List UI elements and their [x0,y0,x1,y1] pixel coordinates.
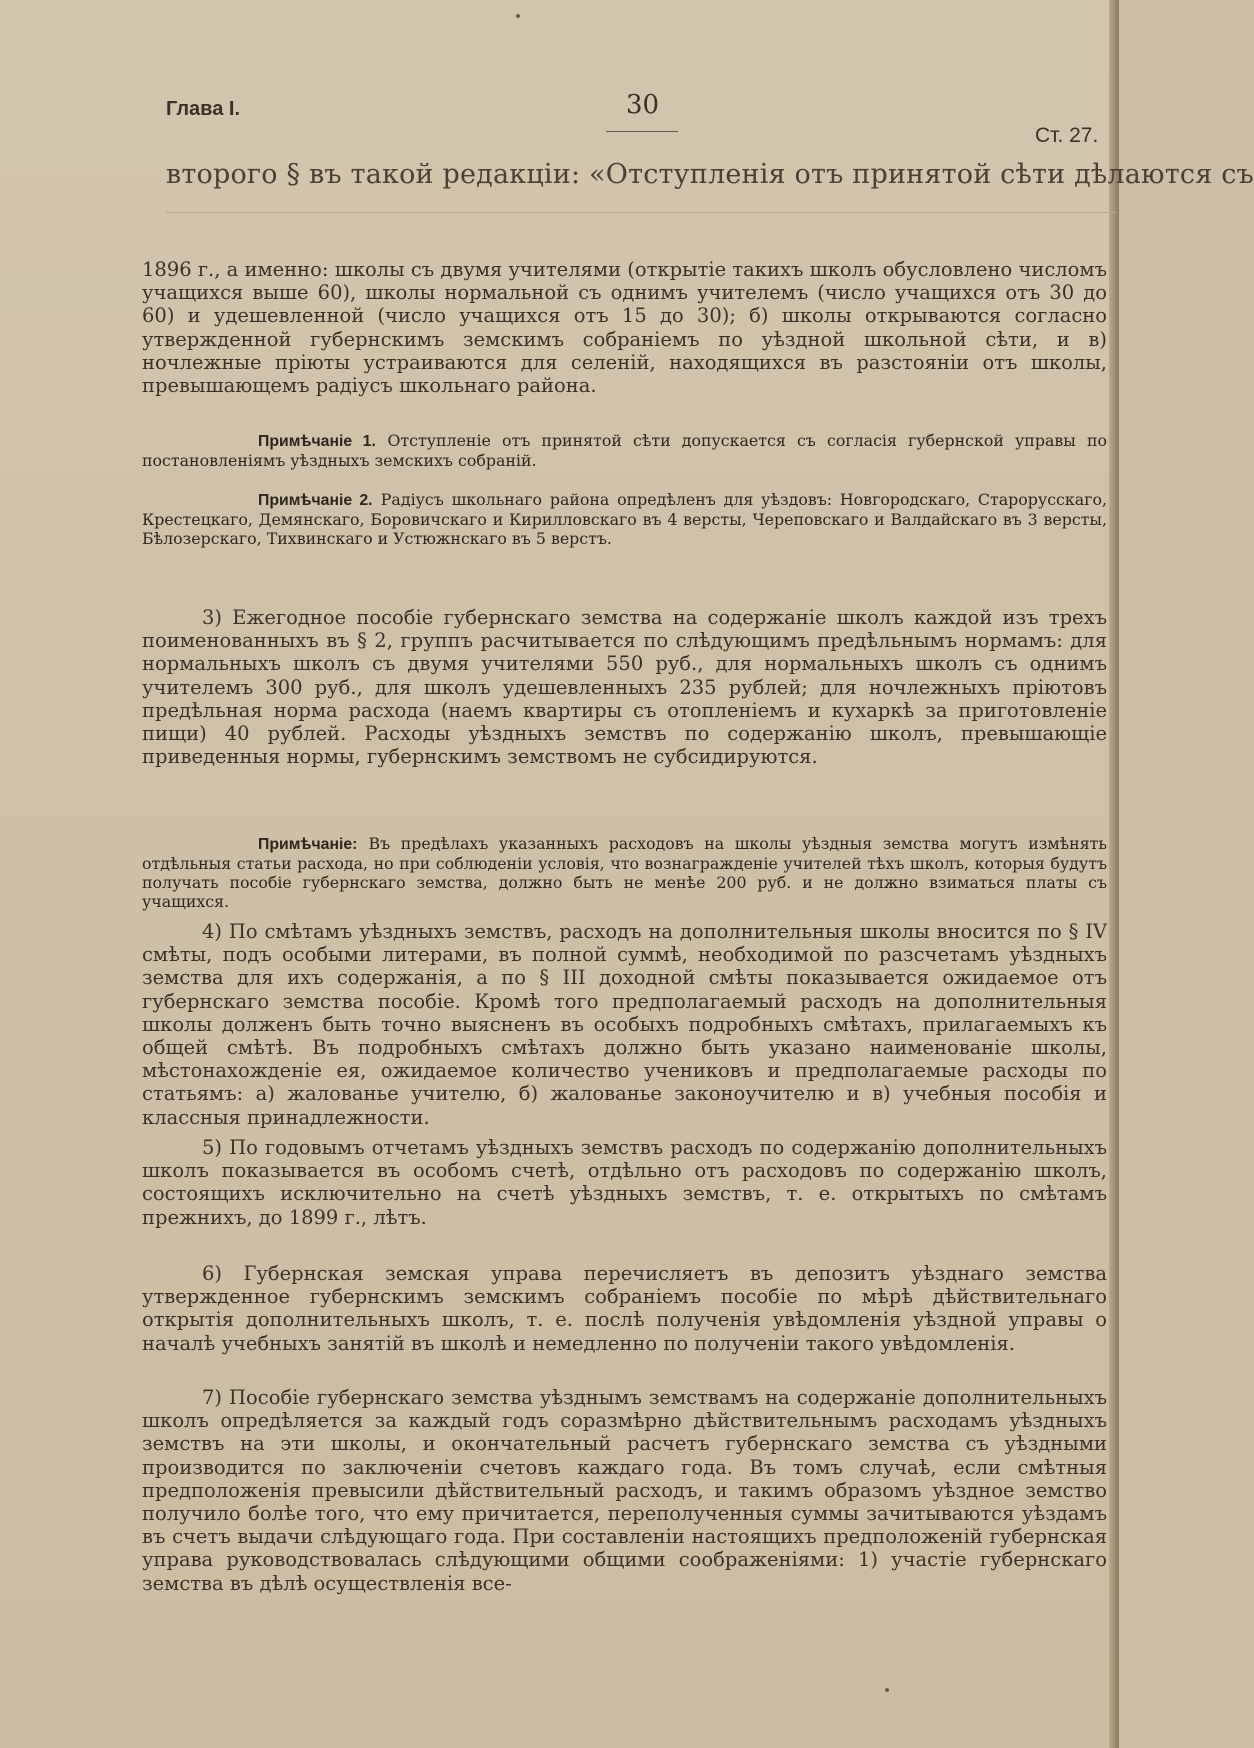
paragraph-1896: 1896 г., а именно: школы съ двумя учителями (открытіе такихъ школъ обусловлено числомъ учащихся выше 60), школы нормальной съ однимъ учителемъ (число учащихся отъ 30 до 60) и удешевленной (число учащихся отъ 15 до 30); б) школы открываются согласно утвержденной губернскимъ земскимъ собраніемъ по уѣздной школьной сѣти, и в) ночлежные пріюты устраиваются для селеній, находящихся въ разстояніи отъ школы, превышающемъ радіусъ школьнаго района. [142,258,1107,398]
note-2-label: Примѣчаніе 2. [258,492,373,509]
chapter-heading: Глава I. [166,98,240,120]
note-2 [142,490,1107,568]
paragraph-4: 4) По смѣтамъ уѣздныхъ земствъ, расходъ на дополнительныя школы вносится по § IV смѣты, подъ особыми литерами, въ полной суммѣ, необходимой по разсчетамъ уѣздныхъ земства для ихъ содержанія, а по § III доходной смѣты показывается ожидаемое отъ губернскаго земства пособіе. Кромѣ того предполагаемый расходъ на дополнительныя школы долженъ быть точно выясненъ въ особыхъ подробныхъ смѣтахъ, прилагаемыхъ къ общей смѣтѣ. Въ подробныхъ смѣтахъ должно быть указано наименованіе школы, мѣстонахожденіе ея, ожидаемое количество учениковъ и предполагаемые расходы по статьямъ: а) жалованье учителю, б) жалованье законоучителю и в) учебныя пособія и классныя принадлежности. [142,920,1107,1129]
paragraph-6: 6) Губернская земская управа перечисляетъ въ депозитъ уѣзднаго земства утвержденное губернскимъ земскимъ собраніемъ пособіе по мѣрѣ дѣйствительнаго открытія дополнительныхъ школъ, т. е. послѣ полученія увѣдомленія уѣздной управы о началѣ учебныхъ занятій въ школѣ и немедленно по полученіи такого увѣдомленія. [142,1262,1107,1355]
bleed-through-line: второго § въ такой редакціи: «Отступленія отъ принятой сѣти дѣлаются съ [166,159,1254,190]
page-spine-shadow [1109,0,1119,1748]
note-3-label: Примѣчаніе: [258,836,358,853]
note-1 [142,431,1107,479]
paper-speck [885,1688,889,1692]
top-divider [166,212,1116,213]
page-number-rule [606,131,678,132]
paragraph-5: 5) По годовымъ отчетамъ уѣздныхъ земствъ расходъ по содержанію дополнительныхъ школъ показывается въ особомъ счетѣ, отдѣльно отъ расходовъ по содержанію школъ, состоящихъ исключительно на счетѣ уѣздныхъ земствъ, т. е. открытыхъ по смѣтамъ прежнихъ, до 1899 г., лѣтъ. [142,1136,1107,1229]
note-1-text: Отступленіе отъ принятой сѣти допускается съ согласія губернской управы по постановленіямъ уѣздныхъ земскихъ собраній. [142,431,1107,470]
paper-speck [516,14,520,18]
article-number: Ст. 27. [1035,124,1099,147]
note-3-text: Въ предѣлахъ указанныхъ расходовъ на школы уѣздныя земства могутъ измѣнять отдѣльныя статьи расхода, но при соблюденіи условія, что вознагражденіе учителей тѣхъ школъ, которыя будутъ получать пособіе губернскаго земства, должно быть не менѣе 200 руб. и не должно взиматься платы съ учащихся. [142,834,1107,911]
paragraph-3: 3) Ежегодное пособіе губернскаго земства на содержаніе школъ каждой изъ трехъ поименованныхъ въ § 2, группъ расчитывается по слѣдующимъ предѣльнымъ нормамъ: для нормальныхъ школъ съ двумя учителями 550 руб., для нормальныхъ школъ съ однимъ учителемъ 300 руб., для школъ удешевленныхъ 235 рублей; для ночлежныхъ пріютовъ предѣльная норма расхода (наемъ квартиры съ отопленіемъ и кухаркѣ за приготовленіе пищи) 40 рублей. Расходы уѣздныхъ земствъ по содержанію школъ, превышающіе приведенныя нормы, губернскимъ земствомъ не субсидируются. [142,606,1107,769]
note-3 [142,834,1107,914]
paragraph-7: 7) Пособіе губернскаго земства уѣзднымъ земствамъ на содержаніе дополнительныхъ школъ опредѣляется за каждый годъ соразмѣрно дѣйствительнымъ расходамъ уѣздныхъ земствъ на эти школы, и окончательный расчетъ губернскаго земства съ уѣздными производится по заключеніи счетовъ каждаго года. Въ томъ случаѣ, если смѣтныя предположенія превысили дѣйствительный расходъ, и такимъ образомъ уѣздное земство получило болѣе того, что ему причитается, переполученныя суммы зачитываются уѣздамъ въ счетъ выдачи слѣдующаго года. При составленіи настоящихъ предположеній губернская управа руководствовалась слѣдующими общими соображеніями: 1) участіе губернскаго земства въ дѣлѣ осуществленія все- [142,1386,1107,1595]
note-2-text: Радіусъ школьнаго района опредѣленъ для уѣздовъ: Новгородскаго, Старорусскаго, Крестецкаго, Демянскаго, Боровичскаго и Кирилловскаго въ 4 версты, Череповскаго и Валдайскаго въ 3 версты, Бѣлозерскаго, Тихвинскаго и Устюжнскаго въ 5 верстъ. [142,490,1108,548]
page-number: 30 [626,90,660,120]
note-1-label: Примѣчаніе 1. [258,433,376,450]
